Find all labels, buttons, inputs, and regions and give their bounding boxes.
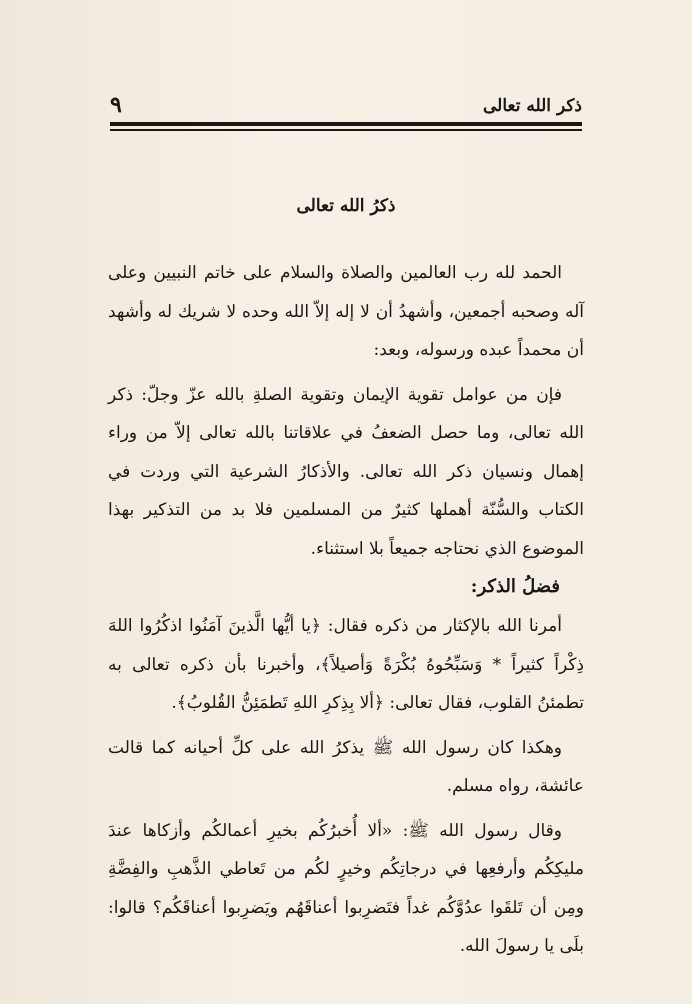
header-rule-thin <box>110 129 582 131</box>
running-header <box>110 92 582 120</box>
running-title: ذكر الله تعالى <box>483 96 582 116</box>
header-rule-thick <box>110 122 582 126</box>
quran-paragraph: أمرنا الله بالإكثار من ذكره فقال: ﴿يا أيُّها الَّذينَ آمَنُوا اذكُرُوا اللهَ ذِكْراً كثيراً * وَسَبِّحُوهُ بُكْرَةً وَأصيلاً﴾، وأخبرنا بأن ذكره تعالى به تطمئنُ القلوب، فقال تعالى: ﴿ألا بِذِكرِ اللهِ تَطمَئِنُّ القُلوبُ﴾. <box>108 616 584 713</box>
section-heading: فضلُ الذكر: <box>470 576 560 597</box>
page-body <box>108 196 584 972</box>
chapter-title: ذكرُ الله تعالى <box>296 196 396 216</box>
aisha-paragraph: وهكذا كان رسول الله ﷺ يذكرُ الله على كلِّ أحيانه كما قالت عائشة، رواه مسلم. <box>108 737 584 796</box>
opening-paragraph: الحمد لله رب العالمين والصلاة والسلام على خاتم النبيين وعلى آله وصحبه أجمعين، وأشهدُ أن لا إله إلاّ الله وحده لا شريك له وأشهد أن محمداً عبده ورسوله، وبعد: <box>108 263 584 360</box>
intro-paragraph: فإن من عوامل تقوية الإيمان وتقوية الصلةِ بالله عزّ وجلّ: ذكر الله تعالى، وما حصل الضعفُ في علاقاتنا بالله تعالى إلاّ من وراء إهمال ونسيان ذكر الله تعالى. والأذكارُ الشرعية التي وردت في الكتاب والسُّنّة أهملها كثيرٌ من المسلمين فلا بد من التذكير بهذا الموضوع الذي نحتاجه جميعاً بلا استثناء. <box>108 384 584 559</box>
page-number: ٩ <box>110 92 122 118</box>
hadith-paragraph: وقال رسول الله ﷺ: «ألا أُخبرُكُم بخيرِ أعمالكُم وأزكاها عندَ مليكِكُم وأرفعِها في درجاتِكُم وخيرٍ لكُم من تَعاطي الذَّهبِ والفِضَّةِ ومِن أن تَلقَوا عدُوَّكُم غداً فتَضرِبوا أعناقَهُم ويَضرِبوا أعناقَكُم؟ قالوا: بلَى يا رسولَ الله. <box>108 820 584 956</box>
